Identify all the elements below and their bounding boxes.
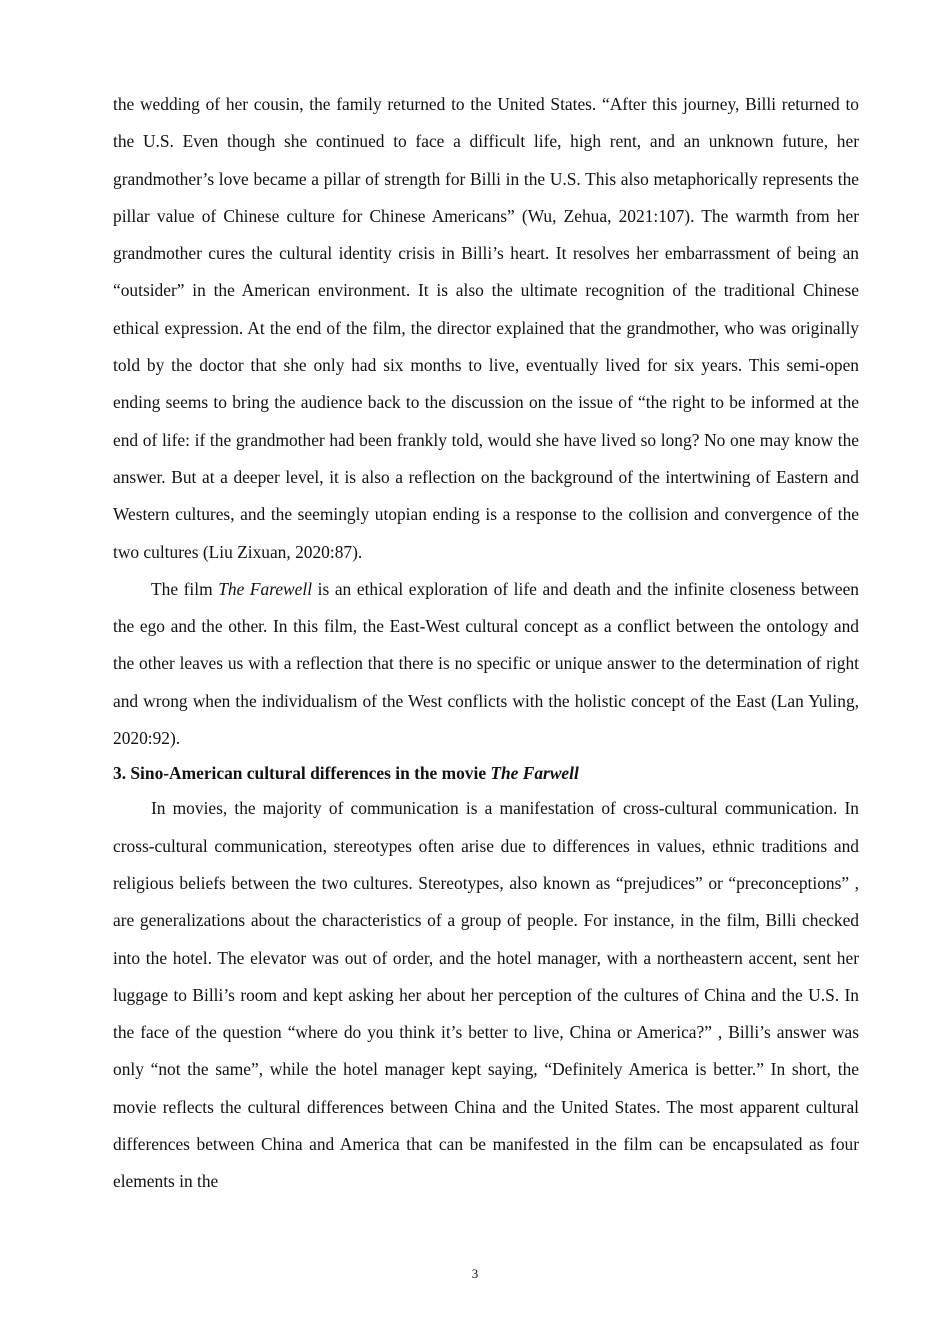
section-heading	[113, 757, 859, 790]
page-number: 3	[471, 1266, 479, 1281]
paragraph-cross-cultural: In movies, the majority of communication is a manifestation of cross-cultural communication. In cross-cultural communication, stereotypes often arise due to differences in values, ethnic traditions and religious beliefs between the two cultures. Stereotypes, also known as “prejudices” or “preconceptions” , are generalizations about the characteristics of a group of people. For instance, in the film, Billi checked into the hotel. The elevator was out of order, and the hotel manager, with a northeastern accent, sent her luggage to Billi’s room and kept asking her about her perception of the cultures of China and the U.S. In the face of the question “where do you think it’s better to live, China or America?” , Billi’s answer was only “not the same”, while the hotel manager kept saying, “Definitely America is better.” In short, the movie reflects the cultural differences between China and the United States. The most apparent cultural differences between China and America that can be manifested in the film can be encapsulated as four elements in the	[113, 798, 859, 1192]
section-heading-text: 3. Sino-American cultural differences in the movie	[113, 763, 491, 784]
film-title: The Farewell	[218, 578, 313, 599]
section-heading-film-title: The Farwell	[490, 763, 579, 784]
page-body	[113, 86, 859, 1201]
paragraph-grandmother-ending: the wedding of her cousin, the family returned to the United States. “After this journey, Billi returned to the U.S. Even though she continued to face a difficult life, high rent, and an unknown future, her grandmother’s love became a pillar of strength for Billi in the U.S. This also metaphorically represents the pillar value of Chinese culture for Chinese Americans” (Wu, Zehua, 2021:107). The warmth from her grandmother cures the cultural identity crisis in Billi’s heart. It resolves her embarrassment of being an “outsider” in the American environment. It is also the ultimate recognition of the traditional Chinese ethical expression. At the end of the film, the director explained that the grandmother, who was originally told by the doctor that she only had six months to live, eventually lived for six years. This semi-open ending seems to bring the audience back to the discussion on the issue of “the right to be informed at the end of life: if the grandmother had been frankly told, would she have lived so long? No one may know the answer. But at a deeper level, it is also a reflection on the background of the intertwining of Eastern and Western cultures, and the seemingly utopian ending is a response to the collision and convergence of the two cultures (Liu Zixuan, 2020:87).	[113, 94, 859, 562]
paragraph-farewell-ethics	[113, 571, 859, 757]
paragraph-intro-text: The film	[151, 578, 219, 599]
paragraph-body-text: is an ethical exploration of life and death and the infinite closeness between the ego and the other. In this film, the East-West cultural concept as a conflict between the ontology and the other leaves us with a reflection that there is no specific or unique answer to the determination of right and wrong when the individualism of the West conflicts with the holistic concept of the East (Lan Yuling, 2020:92).	[113, 578, 859, 749]
